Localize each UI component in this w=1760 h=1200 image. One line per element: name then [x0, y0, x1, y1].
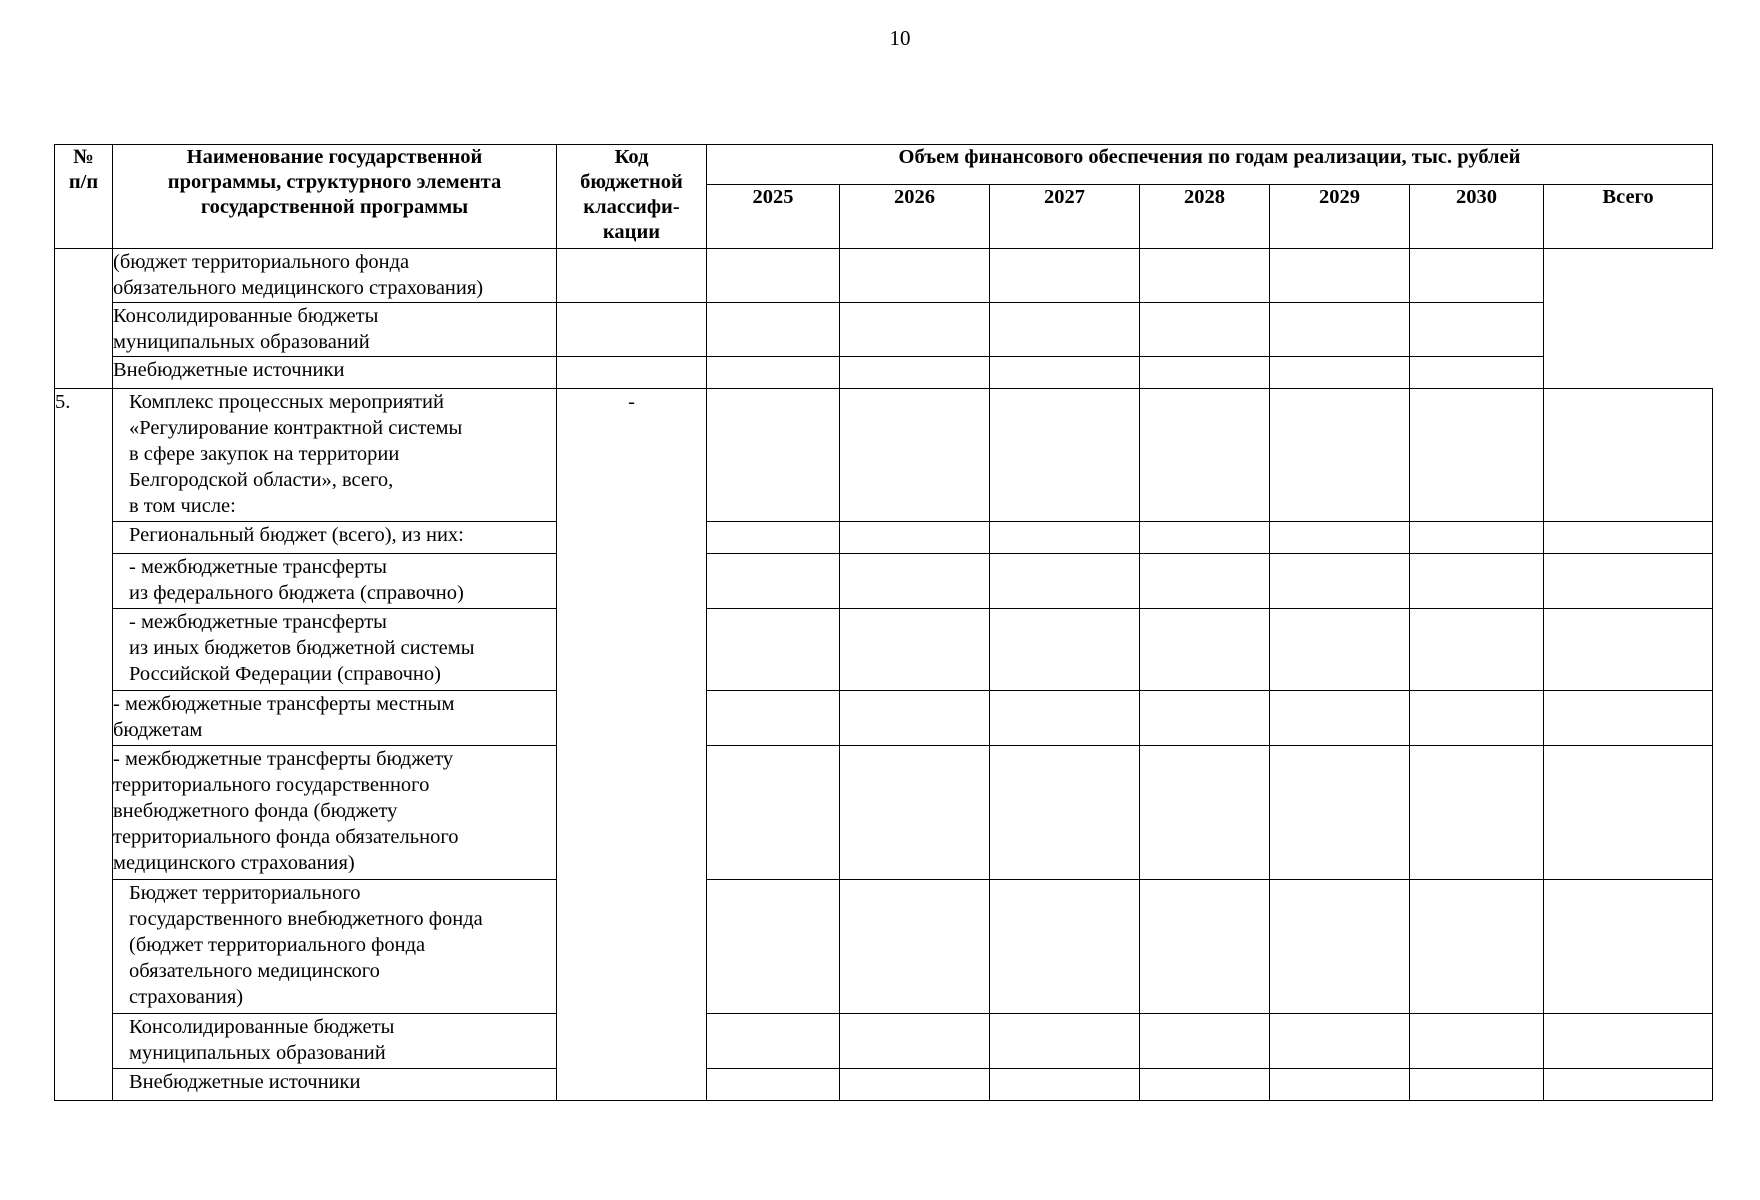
table-row: [55, 554, 1713, 609]
row-name: - межбюджетные трансферты из федерального бюджета (справочно): [113, 554, 557, 609]
row-name: Внебюджетные источники: [113, 357, 557, 389]
cell-2027: [840, 249, 990, 303]
cell-2030: [1410, 1014, 1544, 1069]
cell-total: [1544, 691, 1713, 746]
cell-2027: [990, 1014, 1140, 1069]
cell-total: [1544, 1069, 1713, 1101]
table-row: [55, 609, 1713, 691]
table-row: [55, 691, 1713, 746]
cell-2027: [990, 609, 1140, 691]
cell-total: [1410, 249, 1544, 303]
cell-2030: [1410, 522, 1544, 554]
cell-total: [1544, 880, 1713, 1014]
cell-2025: [707, 691, 840, 746]
cell-2025: [707, 609, 840, 691]
row-name: Региональный бюджет (всего), из них:: [113, 522, 557, 554]
header-number: № п/п: [55, 145, 113, 249]
cell-2029: [1270, 554, 1410, 609]
page-number: 10: [889, 26, 911, 50]
cell-2029: [1270, 691, 1410, 746]
row-number-empty: [55, 249, 113, 389]
cell-2026: [707, 303, 840, 357]
header-budget-code: Код бюджетной классифи- кации: [557, 145, 707, 249]
row-name: Бюджет территориального государственного внебюджетного фонда (бюджет территориального фонда обязательного медицинского страхования): [113, 880, 557, 1014]
cell-2028: [990, 249, 1140, 303]
cell-2028: [1140, 691, 1270, 746]
cell-2025: [707, 1069, 840, 1101]
cell-2028: [1140, 522, 1270, 554]
cell-2026: [840, 522, 990, 554]
cell-2026: [840, 880, 990, 1014]
cell-total: [1410, 357, 1544, 389]
cell-2025: [557, 303, 707, 357]
row-name: - межбюджетные трансферты местным бюджетам: [113, 691, 557, 746]
table-row: [55, 389, 1713, 522]
cell-2028: [990, 357, 1140, 389]
cell-2028: [1140, 554, 1270, 609]
cell-2030: [1410, 691, 1544, 746]
header-program-name: Наименование государственной программы, структурного элемента государственной программы: [113, 145, 557, 249]
table-row: [55, 522, 1713, 554]
cell-2025: [707, 880, 840, 1014]
row-name: (бюджет территориального фонда обязательного медицинского страхования): [113, 249, 557, 303]
cell-2029: [1270, 1069, 1410, 1101]
cell-2029: [1270, 609, 1410, 691]
row-name: - межбюджетные трансферты из иных бюджетов бюджетной системы Российской Федерации (справочно): [113, 609, 557, 691]
row-name: - межбюджетные трансферты бюджету территориального государственного внебюджетного фонда (бюджету территориального фонда обязательного медицинского страхования): [113, 746, 557, 880]
cell-2030: [1410, 880, 1544, 1014]
cell-2030: [1410, 746, 1544, 880]
cell-2027: [990, 554, 1140, 609]
header-row-top: [55, 145, 1713, 185]
cell-2025: [707, 746, 840, 880]
cell-2030: [1410, 609, 1544, 691]
cell-2030: [1270, 357, 1410, 389]
cell-2027: [990, 746, 1140, 880]
header-year-2026: 2026: [840, 185, 990, 249]
header-year-2025: 2025: [707, 185, 840, 249]
header-year-2030: 2030: [1410, 185, 1544, 249]
header-total: Всего: [1544, 185, 1713, 249]
header-finance-volume: Объем финансового обеспечения по годам реализации, тыс. рублей: [707, 145, 1713, 185]
cell-2029: [1140, 357, 1270, 389]
cell-total: [1544, 609, 1713, 691]
row-name: Внебюджетные источники: [113, 1069, 557, 1101]
cell-2026: [840, 1069, 990, 1101]
header-year-2028: 2028: [1140, 185, 1270, 249]
cell-2027: [990, 1069, 1140, 1101]
cell-2029: [1270, 389, 1410, 522]
cell-2027: [990, 880, 1140, 1014]
cell-2029: [1270, 880, 1410, 1014]
cell-2030: [1270, 303, 1410, 357]
cell-2026: [707, 249, 840, 303]
cell-2026: [840, 746, 990, 880]
cell-2028: [990, 303, 1140, 357]
section-budget-code: -: [557, 389, 707, 1101]
cell-2025: [707, 1014, 840, 1069]
cell-2026: [707, 357, 840, 389]
table-row: [55, 357, 1713, 389]
section-number: 5.: [55, 389, 113, 1101]
table-row: [55, 1069, 1713, 1101]
row-name: Консолидированные бюджеты муниципальных образований: [113, 303, 557, 357]
cell-total: [1410, 303, 1544, 357]
cell-2028: [1140, 880, 1270, 1014]
cell-total: [1544, 1014, 1713, 1069]
cell-2030: [1410, 554, 1544, 609]
cell-2029: [1140, 303, 1270, 357]
cell-2026: [840, 609, 990, 691]
cell-2030: [1270, 249, 1410, 303]
cell-2028: [1140, 746, 1270, 880]
cell-2028: [1140, 1014, 1270, 1069]
cell-2029: [1270, 522, 1410, 554]
row-name: Комплекс процессных мероприятий «Регулирование контрактной системы в сфере закупок на территории Белгородской области», всего, в том числе:: [113, 389, 557, 522]
table-row: [55, 746, 1713, 880]
table-row: [55, 880, 1713, 1014]
table-row: [55, 303, 1713, 357]
header-year-2029: 2029: [1270, 185, 1410, 249]
cell-2028: [1140, 609, 1270, 691]
cell-total: [1544, 389, 1713, 522]
cell-2026: [840, 389, 990, 522]
cell-2026: [840, 554, 990, 609]
table-row: [55, 1014, 1713, 1069]
cell-2029: [1270, 746, 1410, 880]
cell-2029: [1140, 249, 1270, 303]
cell-total: [1544, 522, 1713, 554]
cell-2027: [840, 357, 990, 389]
cell-total: [1544, 554, 1713, 609]
header-year-2027: 2027: [990, 185, 1140, 249]
cell-2028: [1140, 389, 1270, 522]
cell-2025: [707, 554, 840, 609]
cell-2028: [1140, 1069, 1270, 1101]
cell-2025: [557, 357, 707, 389]
cell-2027: [990, 522, 1140, 554]
cell-2027: [990, 389, 1140, 522]
cell-2026: [840, 1014, 990, 1069]
row-name: Консолидированные бюджеты муниципальных образований: [113, 1014, 557, 1069]
financing-table: [54, 144, 1713, 1101]
cell-2025: [707, 389, 840, 522]
table-row: [55, 249, 1713, 303]
cell-2030: [1410, 389, 1544, 522]
cell-2025: [707, 522, 840, 554]
cell-2026: [840, 691, 990, 746]
cell-2027: [990, 691, 1140, 746]
cell-2029: [1270, 1014, 1410, 1069]
cell-2027: [840, 303, 990, 357]
cell-2030: [1410, 1069, 1544, 1101]
cell-2025: [557, 249, 707, 303]
cell-total: [1544, 746, 1713, 880]
